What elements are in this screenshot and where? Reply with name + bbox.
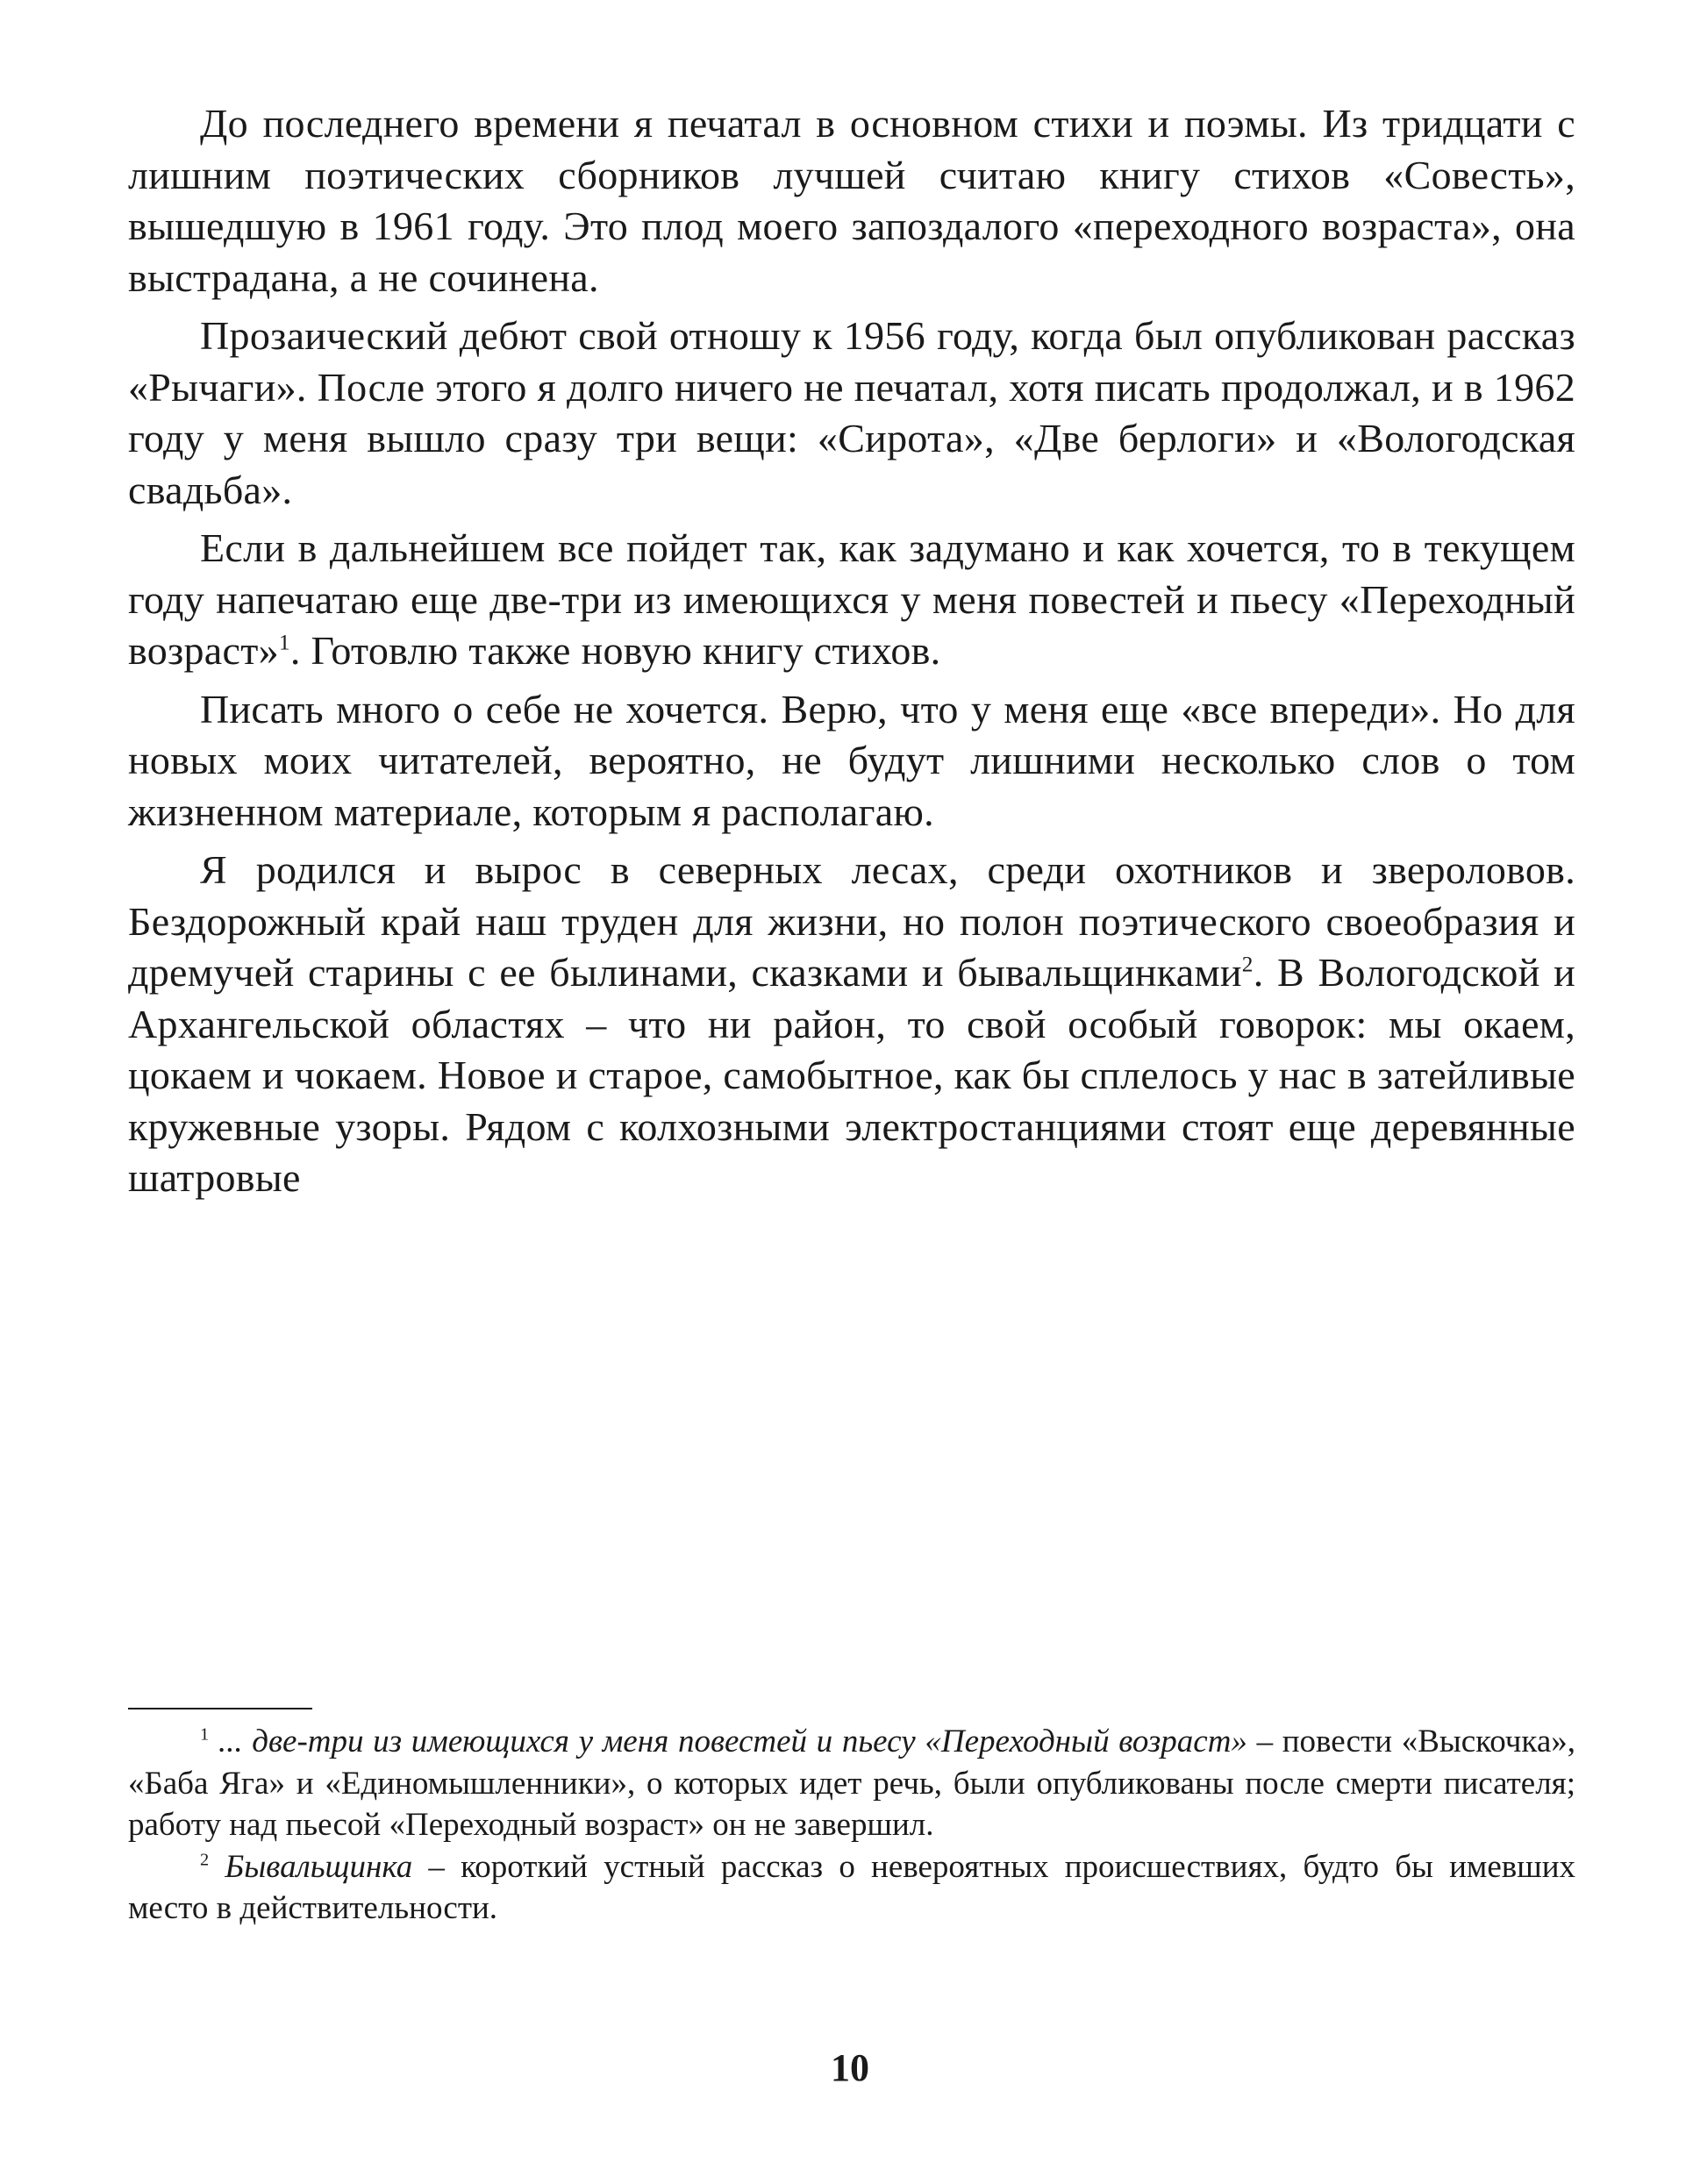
paragraph-5-text-end: . В Вологодской и Архангельской областях – что ни район, то свой особый говорок: мы окаем, цокаем и чокаем. Новое и старое, самобытное, как бы сплелось у нас в затейливые кружевные узоры. Рядом с колхозными электростанциями стоят еще деревянные шатровые <box>128 950 1575 1200</box>
paragraph-5-text: Я родился и вырос в северных лесах, среди охотников и звероловов. Бездорожный край наш труден для жизни, но полон поэтического своеобразия и дремучей старины с ее былинами, сказками и бывальщинками <box>128 847 1575 995</box>
paragraph-4: Писать много о себе не хочется. Верю, что у меня еще «все впереди». Но для новых моих читателей, вероятно, не будут лишними несколько слов о том жизненном материале, которым я располагаю. <box>128 686 1575 834</box>
paragraph-3-text-end: . Готовлю также новую книгу стихов. <box>289 628 941 673</box>
paragraph-2: Прозаический дебют свой отношу к 1956 году, когда был опубликован рассказ «Рычаги». После этого я долго ничего не печатал, хотя писать продолжал, и в 1962 году у меня вышло сразу три вещи: «Сирота», «Две берлоги» и «Вологодская свадьба». <box>128 313 1575 512</box>
footnote-mark-1: 1 <box>200 1724 210 1745</box>
footnote-1 <box>128 1721 1575 1846</box>
page-number: 10 <box>831 2046 869 2089</box>
footnote-1-quote: ... две-три из имеющихся у меня повестей и пьесу «Переходный возраст» <box>218 1724 1247 1759</box>
footnote-1-text: – повести «Выскочка», «Баба Яга» и «Единомышленники», о которых идет речь, были опубликованы после смерти писателя; работу над пьесой «Переходный возраст» он не завершил. <box>128 1724 1576 1843</box>
footnote-ref-1: 1 <box>278 630 290 655</box>
footnote-2 <box>128 1846 1575 1930</box>
footnote-mark-2: 2 <box>200 1850 210 1870</box>
paragraph-5 <box>128 845 1575 1204</box>
footnote-divider <box>128 1708 312 1709</box>
main-text <box>128 98 1575 1211</box>
footnote-2-term: Бывальщинка <box>225 1848 413 1885</box>
footnote-2-text: – короткий устный рассказ о невероятных происшествиях, будто бы имевших место в действительности. <box>128 1848 1576 1926</box>
footnotes <box>128 1721 1575 1930</box>
paragraph-1: До последнего времени я печатал в основном стихи и поэмы. Из тридцати с лишним поэтических сборников лучшей считаю книгу стихов «Совесть», вышедшую в 1961 году. Это плод моего запоздалого «переходного возраста», она выстрадана, а не сочинена. <box>128 101 1575 300</box>
footnote-ref-2: 2 <box>1241 952 1254 977</box>
paragraph-3 <box>128 523 1575 677</box>
paragraph-3-text: Если в дальнейшем все пойдет так, как задумано и как хочется, то в текущем году напечатаю еще две-три из имеющихся у меня повестей и пьесу «Переходный возраст» <box>128 525 1575 673</box>
